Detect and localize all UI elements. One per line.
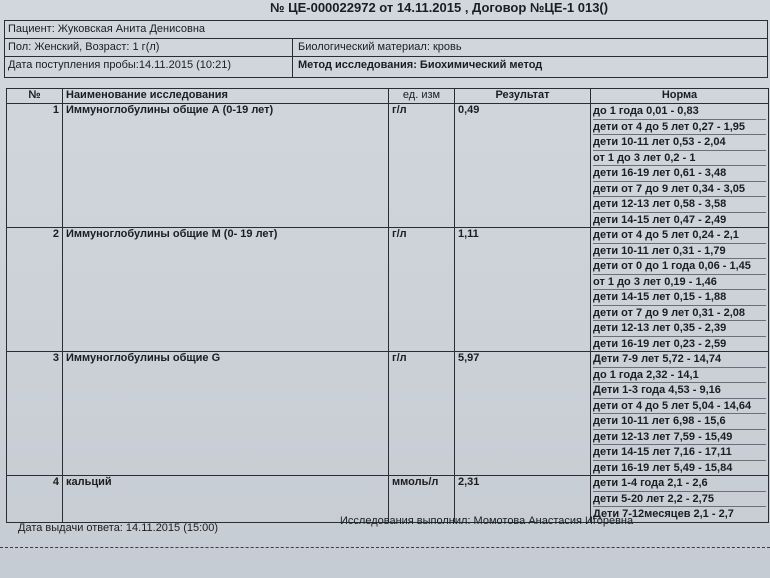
col-header-result: Результат bbox=[455, 89, 591, 104]
norm-item: дети от 7 до 9 лет 0,34 - 3,05 bbox=[593, 182, 766, 198]
norm-item: дети 12-13 лет 0,58 - 3,58 bbox=[593, 197, 766, 213]
norm-item: Дети 1-3 года 4,53 - 9,16 bbox=[593, 383, 766, 399]
performer: Исследования выполнил: Момотова Анастасия Игоревна bbox=[340, 515, 634, 527]
norm-item: дети 12-13 лет 7,59 - 15,49 bbox=[593, 430, 766, 446]
norm-item: дети 10-11 лет 6,98 - 15,6 bbox=[593, 414, 766, 430]
issue-date: Дата выдачи ответа: 14.11.2015 (15:00) bbox=[18, 522, 219, 534]
norm-item: дети от 4 до 5 лет 0,24 - 2,1 bbox=[593, 228, 766, 244]
research-method: Метод исследования: Биохимический метод bbox=[298, 59, 543, 71]
report-title: № ЦЕ-000022972 от 14.11.2015 , Договор №ЦЕ-1 013() bbox=[270, 0, 609, 15]
biomaterial: Биологический материал: кровь bbox=[298, 41, 462, 53]
table-row bbox=[7, 104, 769, 228]
row-number: 3 bbox=[7, 352, 63, 476]
result-value: 0,49 bbox=[455, 104, 591, 228]
unit-value: г/л bbox=[389, 228, 455, 352]
row-number: 1 bbox=[7, 104, 63, 228]
norm-item: дети от 7 до 9 лет 0,31 - 2,08 bbox=[593, 306, 766, 322]
table-row bbox=[7, 352, 769, 476]
norm-item: дети 14-15 лет 7,16 - 17,11 bbox=[593, 445, 766, 461]
sample-received-date: Дата поступления пробы:14.11.2015 (10:21) bbox=[8, 59, 231, 71]
test-name: Иммуноглобулины общие А (0-19 лет) bbox=[63, 104, 389, 228]
footer-divider bbox=[0, 547, 770, 548]
unit-value: г/л bbox=[389, 352, 455, 476]
norm-item: дети 10-11 лет 0,53 - 2,04 bbox=[593, 135, 766, 151]
col-header-unit: ед. изм bbox=[389, 89, 455, 104]
norm-list bbox=[591, 104, 769, 228]
norm-item: дети 16-19 лет 0,23 - 2,59 bbox=[593, 337, 727, 350]
norm-item: дети 16-19 лет 5,49 - 15,84 bbox=[593, 461, 733, 474]
unit-value: ммоль/л bbox=[389, 476, 455, 523]
norm-item: Дети 7-12месяцев 2,1 - 2,7 bbox=[593, 508, 734, 520]
norm-item: дети 14-15 лет 0,47 - 2,49 bbox=[593, 213, 727, 226]
test-name: Иммуноглобулины общие G bbox=[63, 352, 389, 476]
norm-list bbox=[591, 228, 769, 352]
result-value: 5,97 bbox=[455, 352, 591, 476]
info-divider-vertical bbox=[292, 38, 293, 78]
unit-value: г/л bbox=[389, 104, 455, 228]
norm-item: Дети 7-9 лет 5,72 - 14,74 bbox=[593, 352, 766, 368]
results-table bbox=[6, 88, 769, 523]
col-header-name: Наименование исследования bbox=[63, 89, 389, 104]
norm-item: от 1 до 3 лет 0,19 - 1,46 bbox=[593, 275, 766, 291]
patient-sex-age: Пол: Женский, Возраст: 1 г(л) bbox=[8, 41, 160, 53]
norm-item: до 1 года 0,01 - 0,83 bbox=[593, 104, 766, 120]
table-row bbox=[7, 228, 769, 352]
row-number: 4 bbox=[7, 476, 63, 523]
norm-list bbox=[591, 352, 769, 476]
norm-item: дети 12-13 лет 0,35 - 2,39 bbox=[593, 321, 766, 337]
norm-item: дети 1-4 года 2,1 - 2,6 bbox=[593, 476, 766, 492]
patient-name: Пациент: Жуковская Анита Денисовна bbox=[8, 23, 206, 35]
norm-item: до 1 года 2,32 - 14,1 bbox=[593, 368, 766, 384]
col-header-num: № bbox=[7, 89, 63, 104]
norm-item: дети от 0 до 1 года 0,06 - 1,45 bbox=[593, 259, 766, 275]
row-number: 2 bbox=[7, 228, 63, 352]
norm-item: дети 5-20 лет 2,2 - 2,75 bbox=[593, 492, 766, 508]
result-value: 2,31 bbox=[455, 476, 591, 523]
norm-item: от 1 до 3 лет 0,2 - 1 bbox=[593, 151, 766, 167]
norm-item: дети 16-19 лет 0,61 - 3,48 bbox=[593, 166, 766, 182]
table-header-row bbox=[7, 89, 769, 104]
norm-item: дети 14-15 лет 0,15 - 1,88 bbox=[593, 290, 766, 306]
test-name: Иммуноглобулины общие М (0- 19 лет) bbox=[63, 228, 389, 352]
norm-item: дети от 4 до 5 лет 0,27 - 1,95 bbox=[593, 120, 766, 136]
result-value: 1,11 bbox=[455, 228, 591, 352]
info-divider-horizontal-1 bbox=[4, 38, 768, 39]
col-header-norm: Норма bbox=[591, 89, 769, 104]
norm-item: дети от 4 до 5 лет 5,04 - 14,64 bbox=[593, 399, 766, 415]
norm-item: дети 10-11 лет 0,31 - 1,79 bbox=[593, 244, 766, 260]
info-divider-horizontal-2 bbox=[4, 56, 768, 57]
test-name: кальций bbox=[63, 476, 389, 523]
